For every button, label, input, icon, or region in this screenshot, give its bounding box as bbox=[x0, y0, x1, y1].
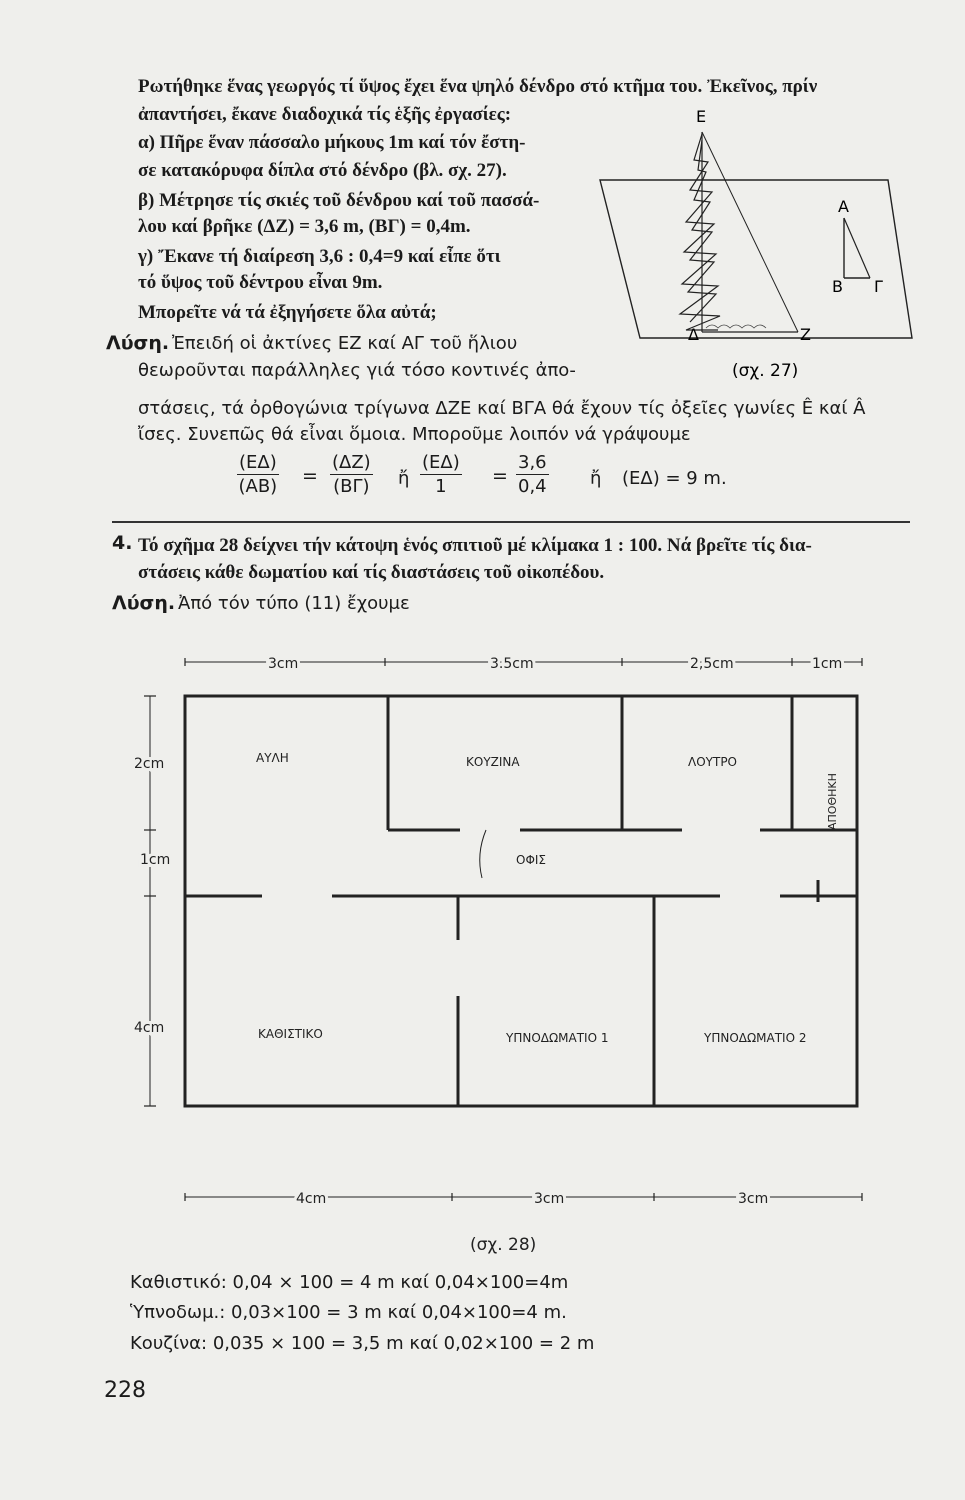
bottom-dim-label-1: 4cm bbox=[296, 1191, 327, 1207]
room-label-kitchen: ΚΟΥΖΙΝΑ bbox=[466, 755, 520, 769]
room-label-bedroom2: ΥΠΝΟΔΩΜΑΤΙΟ 2 bbox=[704, 1031, 807, 1045]
problem3-intro-line1: Ρωτήθηκε ἕνας γεωργός τί ὕψος ἔχει ἕνα ψηλό δένδρο στό κτῆμα του. Ἐκεῖνος, πρίν bbox=[138, 76, 818, 97]
problem4-solution-label: Λύση. bbox=[112, 592, 176, 614]
problem3-step-b-line2: λου καί βρῆκε (ΔΖ) = 3,6 m, (ΒΓ) = 0,4m. bbox=[138, 216, 471, 237]
top-dim-label-4: 1cm bbox=[812, 656, 843, 672]
problem3-step-c-line1: γ) Ἔκανε τή διαίρεση 3,6 : 0,4=9 καί εἶπε ὅτι bbox=[138, 246, 501, 267]
room-label-yard: ΑΥΛΗ bbox=[256, 751, 289, 765]
left-dim-label-3: 4cm bbox=[134, 1020, 165, 1036]
equals-sign: = bbox=[492, 465, 508, 487]
fraction-numerator: 3,6 bbox=[518, 452, 547, 473]
problem3-solution-line3: στάσεις, τά ὀρθογώνια τρίγωνα ΔΖΕ καί ΒΓΑ θά ἔχουν τίς ὀξεῖες γωνίες Ê καί Â bbox=[138, 398, 866, 419]
problem3-solution-line1: Ἐπειδή οἱ ἀκτίνες ΕΖ καί ΑΓ τοῦ ἥλιου bbox=[172, 333, 518, 354]
top-dim-label-1: 3cm bbox=[268, 656, 299, 672]
grass-marks bbox=[706, 325, 766, 328]
page-number: 228 bbox=[104, 1378, 146, 1403]
label-Z: Ζ bbox=[800, 325, 811, 344]
problem4-solution-text: Ἀπό τόν τύπο (11) ἔχουμε bbox=[178, 593, 410, 614]
problem3-intro-line2: ἀπαντήσει, ἔκανε διαδοχικά τίς ἑξῆς ἐργασίες: bbox=[138, 104, 512, 125]
fraction-numerator: (ΕΔ) bbox=[422, 452, 460, 473]
problem3-step-c-line2: τό ὕψος τοῦ δέντρου εἶναι 9m. bbox=[138, 272, 383, 293]
room-label-living: ΚΑΘΙΣΤΙΚΟ bbox=[258, 1027, 323, 1041]
fraction-numerator: (ΔΖ) bbox=[332, 452, 371, 473]
ground-plane bbox=[600, 180, 912, 338]
problem3-solution-line2: θεωροῦνται παράλληλες γιά τόσο κοντινές ἀπο- bbox=[138, 360, 576, 381]
room-label-office: ΟΦΙΣ bbox=[516, 853, 547, 867]
equals-sign: = bbox=[302, 465, 318, 487]
fraction-denominator: 0,4 bbox=[518, 476, 547, 497]
fraction-ED-1 bbox=[420, 452, 462, 497]
problem4-number: 4. bbox=[112, 532, 133, 554]
top-dim-label-2: 3.5cm bbox=[490, 656, 534, 672]
result-living-room: Καθιστικό: 0,04 × 100 = 4 m καί 0,04×100=4m bbox=[130, 1272, 569, 1293]
bottom-dim-label-2: 3cm bbox=[534, 1191, 565, 1207]
room-label-storage: ΑΠΟΘΗΚΗ bbox=[826, 773, 839, 830]
problem4-text-line2: στάσεις κάθε δωματίου καί τίς διαστάσεις τοῦ οἰκοπέδου. bbox=[138, 562, 605, 583]
label-E: Ε bbox=[696, 107, 707, 126]
problem3-question: Μπορεῖτε νά τά ἐξηγήσετε ὅλα αὐτά; bbox=[138, 302, 437, 323]
formula-result: (ΕΔ) = 9 m. bbox=[622, 468, 727, 489]
or-word: ἤ bbox=[398, 468, 410, 489]
problem3-solution-line4: ἴσες. Συνεπῶς θά εἶναι ὅμοια. Μποροῦμε λοιπόν νά γράψουμε bbox=[138, 424, 691, 445]
room-label-bedroom1: ΥΠΝΟΔΩΜΑΤΙΟ 1 bbox=[506, 1031, 609, 1045]
fraction-denominator: 1 bbox=[435, 476, 447, 497]
fraction-36-04 bbox=[516, 452, 549, 497]
tree-icon bbox=[680, 132, 720, 332]
fraction-numerator: (ΕΔ) bbox=[239, 452, 277, 473]
figure-28-caption: (σχ. 28) bbox=[470, 1235, 537, 1255]
door-swing-icon bbox=[480, 830, 486, 878]
result-bedroom: Ὑπνοδωμ.: 0,03×100 = 3 m καί 0,04×100=4 m. bbox=[130, 1302, 567, 1323]
fraction-DZ-BG bbox=[330, 452, 373, 497]
top-dim-label-3: 2,5cm bbox=[690, 656, 734, 672]
label-B: Β bbox=[832, 277, 843, 296]
left-dim-label-1: 2cm bbox=[134, 756, 165, 772]
sun-ray-AG bbox=[844, 218, 870, 278]
fraction-denominator: (ΒΓ) bbox=[333, 476, 370, 497]
label-A: Α bbox=[838, 197, 849, 216]
bottom-dim-label-3: 3cm bbox=[738, 1191, 769, 1207]
room-label-bath: ΛΟΥΤΡΟ bbox=[688, 755, 737, 769]
label-G: Γ bbox=[874, 277, 883, 296]
problem3-step-a-line1: α) Πῆρε ἕναν πάσσαλο μήκους 1m καί τόν ἔστη- bbox=[138, 132, 526, 153]
figure-27-tree-shadow bbox=[590, 100, 920, 390]
fraction-ED-AB bbox=[237, 452, 279, 497]
problem3-solution-label: Λύση. bbox=[106, 332, 170, 354]
fraction-denominator: (ΑΒ) bbox=[238, 476, 278, 497]
or-word: ἤ bbox=[590, 468, 602, 489]
section-divider bbox=[112, 521, 910, 523]
figure-28-floor-plan bbox=[0, 640, 965, 1280]
left-dim-label-2: 1cm bbox=[140, 852, 171, 868]
result-kitchen: Κουζίνα: 0,035 × 100 = 3,5 m καί 0,02×100 = 2 m bbox=[130, 1333, 595, 1354]
problem3-step-a-line2: σε κατακόρυφα δίπλα στό δένδρο (βλ. σχ. 27). bbox=[138, 160, 507, 181]
problem4-text-line1: Τό σχῆμα 28 δείχνει τήν κάτοψη ἑνός σπιτιοῦ μέ κλίμακα 1 : 100. Νά βρεῖτε τίς δια- bbox=[138, 535, 812, 556]
problem3-step-b-line1: β) Μέτρησε τίς σκιές τοῦ δένδρου καί τοῦ πασσά- bbox=[138, 190, 540, 211]
figure-27-caption: (σχ. 27) bbox=[732, 361, 799, 381]
label-D: Δ bbox=[688, 325, 699, 344]
sun-ray-EZ bbox=[702, 132, 798, 332]
